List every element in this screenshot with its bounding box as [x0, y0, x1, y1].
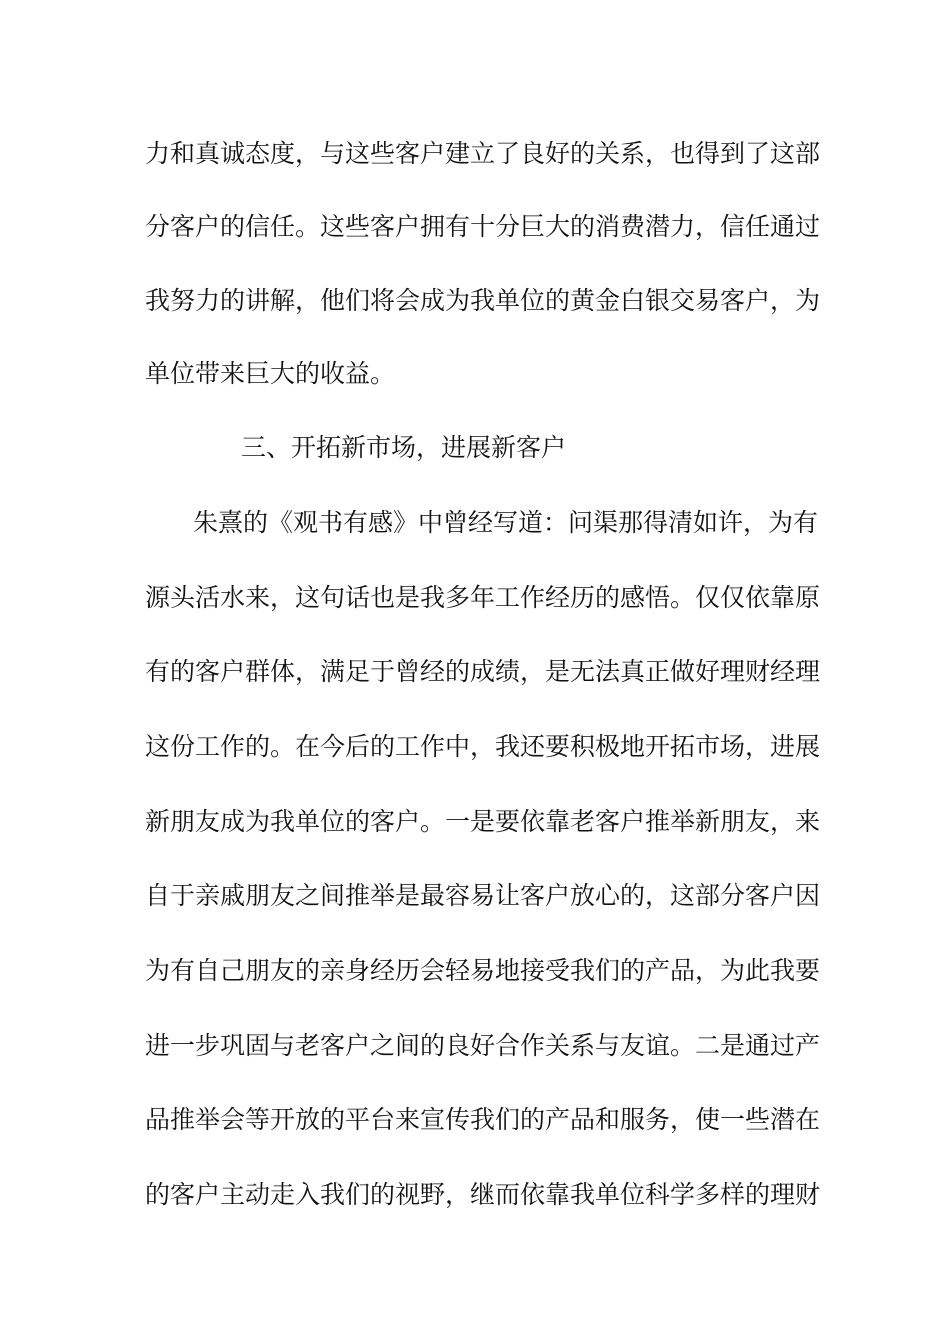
paragraph-line: 这份工作的。在今后的工作中，我还要积极地开拓市场，进展 — [145, 732, 821, 761]
paragraph-line: 有的客户群体，满足于曾经的成绩，是无法真正做好理财经理 — [145, 657, 821, 686]
paragraph-line: 进一步巩固与老客户之间的良好合作关系与友谊。二是通过产 — [145, 1031, 821, 1060]
paragraph-line: 我努力的讲解，他们将会成为我单位的黄金白银交易客户，为 — [145, 286, 821, 315]
section-heading: 三、开拓新市场，进展新客户 — [241, 433, 567, 462]
paragraph-line: 朱熹的《观书有感》中曾经写道：问渠那得清如许，为有 — [193, 508, 819, 537]
paragraph-line: 新朋友成为我单位的客户。一是要依靠老客户推举新朋友，来 — [145, 807, 821, 836]
paragraph-line: 单位带来巨大的收益。 — [145, 359, 396, 388]
paragraph-line: 自于亲戚朋友之间推举是最容易让客户放心的，这部分客户因 — [145, 881, 821, 910]
paragraph-line: 力和真诚态度，与这些客户建立了良好的关系，也得到了这部 — [145, 139, 821, 168]
paragraph-line: 的客户主动走入我们的视野，继而依靠我单位科学多样的理财 — [145, 1180, 821, 1209]
paragraph-line: 为有自己朋友的亲身经历会轻易地接受我们的产品，为此我要 — [145, 956, 821, 985]
paragraph-line: 源头活水来，这句话也是我多年工作经历的感悟。仅仅依靠原 — [145, 583, 821, 612]
paragraph-line: 品推举会等开放的平台来宣传我们的产品和服务，使一些潜在 — [145, 1105, 821, 1134]
paragraph-line: 分客户的信任。这些客户拥有十分巨大的消费潜力，信任通过 — [145, 212, 821, 241]
